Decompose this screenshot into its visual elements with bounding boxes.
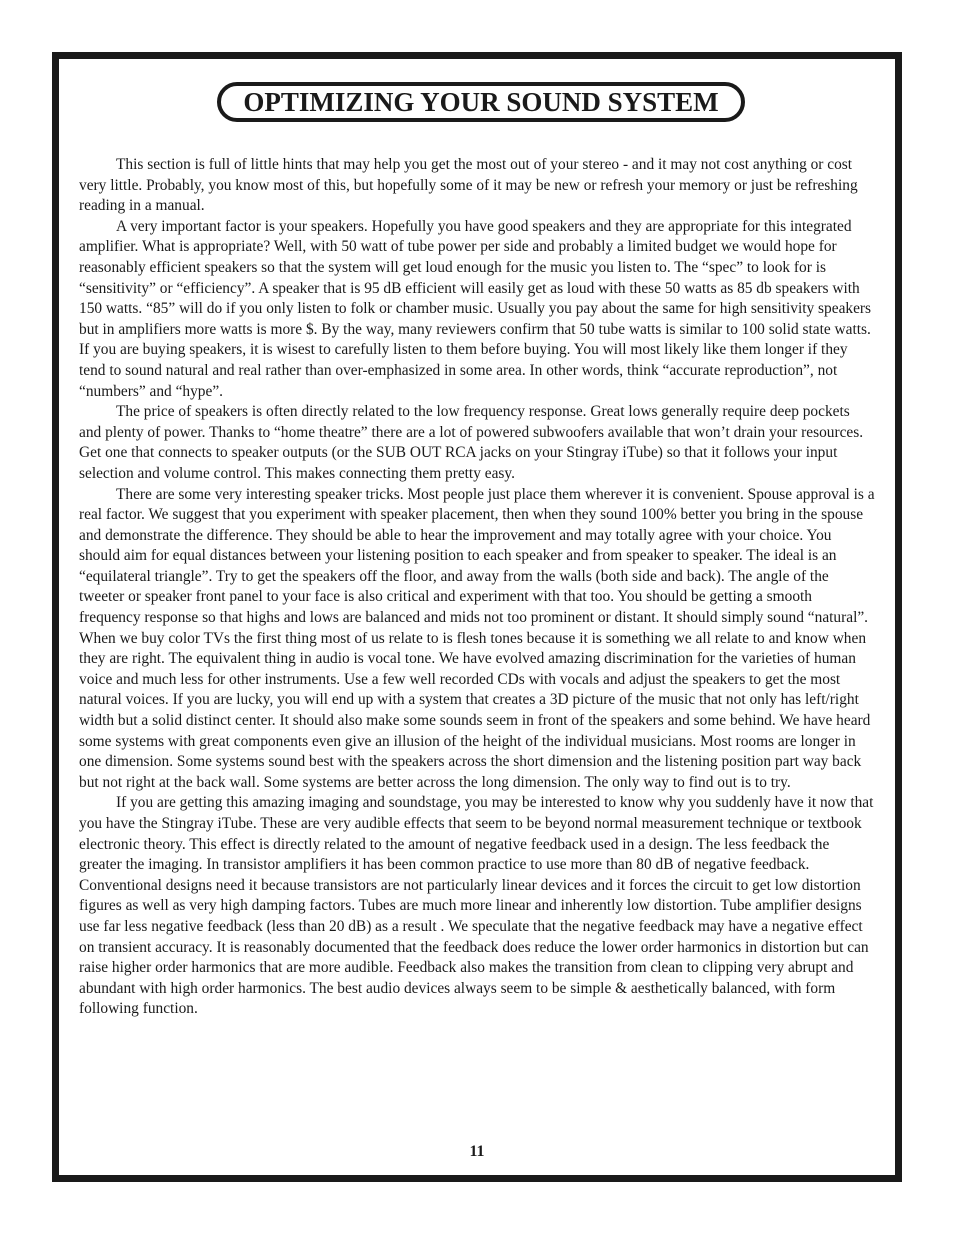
paragraph: There are some very interesting speaker tricks. Most people just place them wherever it is convenient. Spouse approval is a real factor. We suggest that you experiment with speaker placement, then when they sound 100% better you bring in the spouse and demonstrate the difference. They should be able to hear the improvement and may totally agree with your choice. You should aim for equal distances between your listening position to each speaker and from speaker to speaker. The ideal is an “equilateral triangle”. Try to get the speakers off the floor, and away from the walls (both side and back). The angle of the tweeter or speaker front panel to your face is also critical and experiment with that too. You should be getting a smooth frequency response so that highs and lows are balanced and mids not too prominent or distant. It should simply sound “natural”. When we buy color TVs the first thing most of us relate to is flesh tones because it is something we all relate to and know when they are right. The equivalent thing in audio is vocal tone. We have evolved amazing discrimination for the varieties of human voice and much less for other instruments. Use a few well recorded CDs with vocals and adjust the speakers to get the most natural voices. If you are lucky, you will end up with a system that creates a 3D picture of the music that not only has left/right width but a solid distinct center. It should also make some sounds seem in front of the speakers and some behind. We have heard some systems with great components even give an illusion of the height of the individual musicians. Most rooms are longer in one dimension. Some systems sound best with the speakers across the short dimension and the listening position part way back but not right at the back wall. Some systems are better across the long dimension. The only way to find out is to try. [79,485,875,791]
paragraph: This section is full of little hints that may help you get the most out of your stereo - and it may not cost anything or cost very little. Probably, you know most of this, but hopefully some of it may be new or refresh your memory or just be refreshing reading in a manual. [79,156,858,215]
paragraph: A very important factor is your speakers. Hopefully you have good speakers and they are appropriate for this integrated amplifier. What is appropriate? Well, with 50 watt of tube power per side and probably a limited budget we would hope for reasonably efficient speakers so that the system will get loud enough for the music you listen to. The “spec” to look for is “sensitivity” or “efficiency”. A speaker that is 95 dB efficient will easily get as loud with these 50 watts as 85 db speakers with 150 watts. “85” will do if you only listen to folk or chamber music. Usually you pay about the same for high sensitivity speakers but in amplifiers more watts is more $. By the way, many reviewers confirm that 50 tube watts is similar to 100 solid state watts. If you are buying speakers, it is wisest to carefully listen to them before buying. You will most likely like them longer if they tend to sound natural and real rather than over-emphasized in some area. In other words, think “accurate reproduction”, not “numbers” and “hype”. [79,217,872,400]
title-banner [217,82,745,122]
page-border [52,52,902,1182]
page-title: OPTIMIZING YOUR SOUND SYSTEM [243,86,719,117]
paragraph: If you are getting this amazing imaging and soundstage, you may be interested to know why you suddenly have it now that you have the Stingray iTube. These are very audible effects that seem to be beyond normal measurement technique or textbook electronic theory. This effect is directly related to the amount of negative feedback used in a design. The less feedback the greater the imaging. In transistor amplifiers it has been common practice to use more than 80 dB of negative feedback. Conventional designs need it because transistors are not particularly linear devices and it forces the circuit to get low distortion figures as well as very high damping factors. Tubes are much more linear and inherently low distortion. Tube amplifier designs use far less negative feedback (less than 20 dB) as a result . We speculate that the negative feedback may have a negative effect on transient accuracy. It is reasonably documented that the feedback does reduce the lower order harmonics in distortion but can raise higher order harmonics that are more audible. Feedback also makes the transition from clean to clipping very abrupt and abundant with high order harmonics. The best audio devices always seem to be simple & aesthetically balanced, with form following function. [79,794,874,1018]
page-number: 11 [469,1143,485,1160]
paragraph: The price of speakers is often directly related to the low frequency response. Great lows generally require deep pockets and plenty of power. Thanks to “home theatre” there are a lot of powered subwoofers available that won’t drain your resources. Get one that connects to speaker outputs (or the SUB OUT RCA jacks on your Stingray iTube) so that it follows your input selection and volume control. This makes connecting them pretty easy. [79,403,864,482]
body-text [79,155,875,1020]
